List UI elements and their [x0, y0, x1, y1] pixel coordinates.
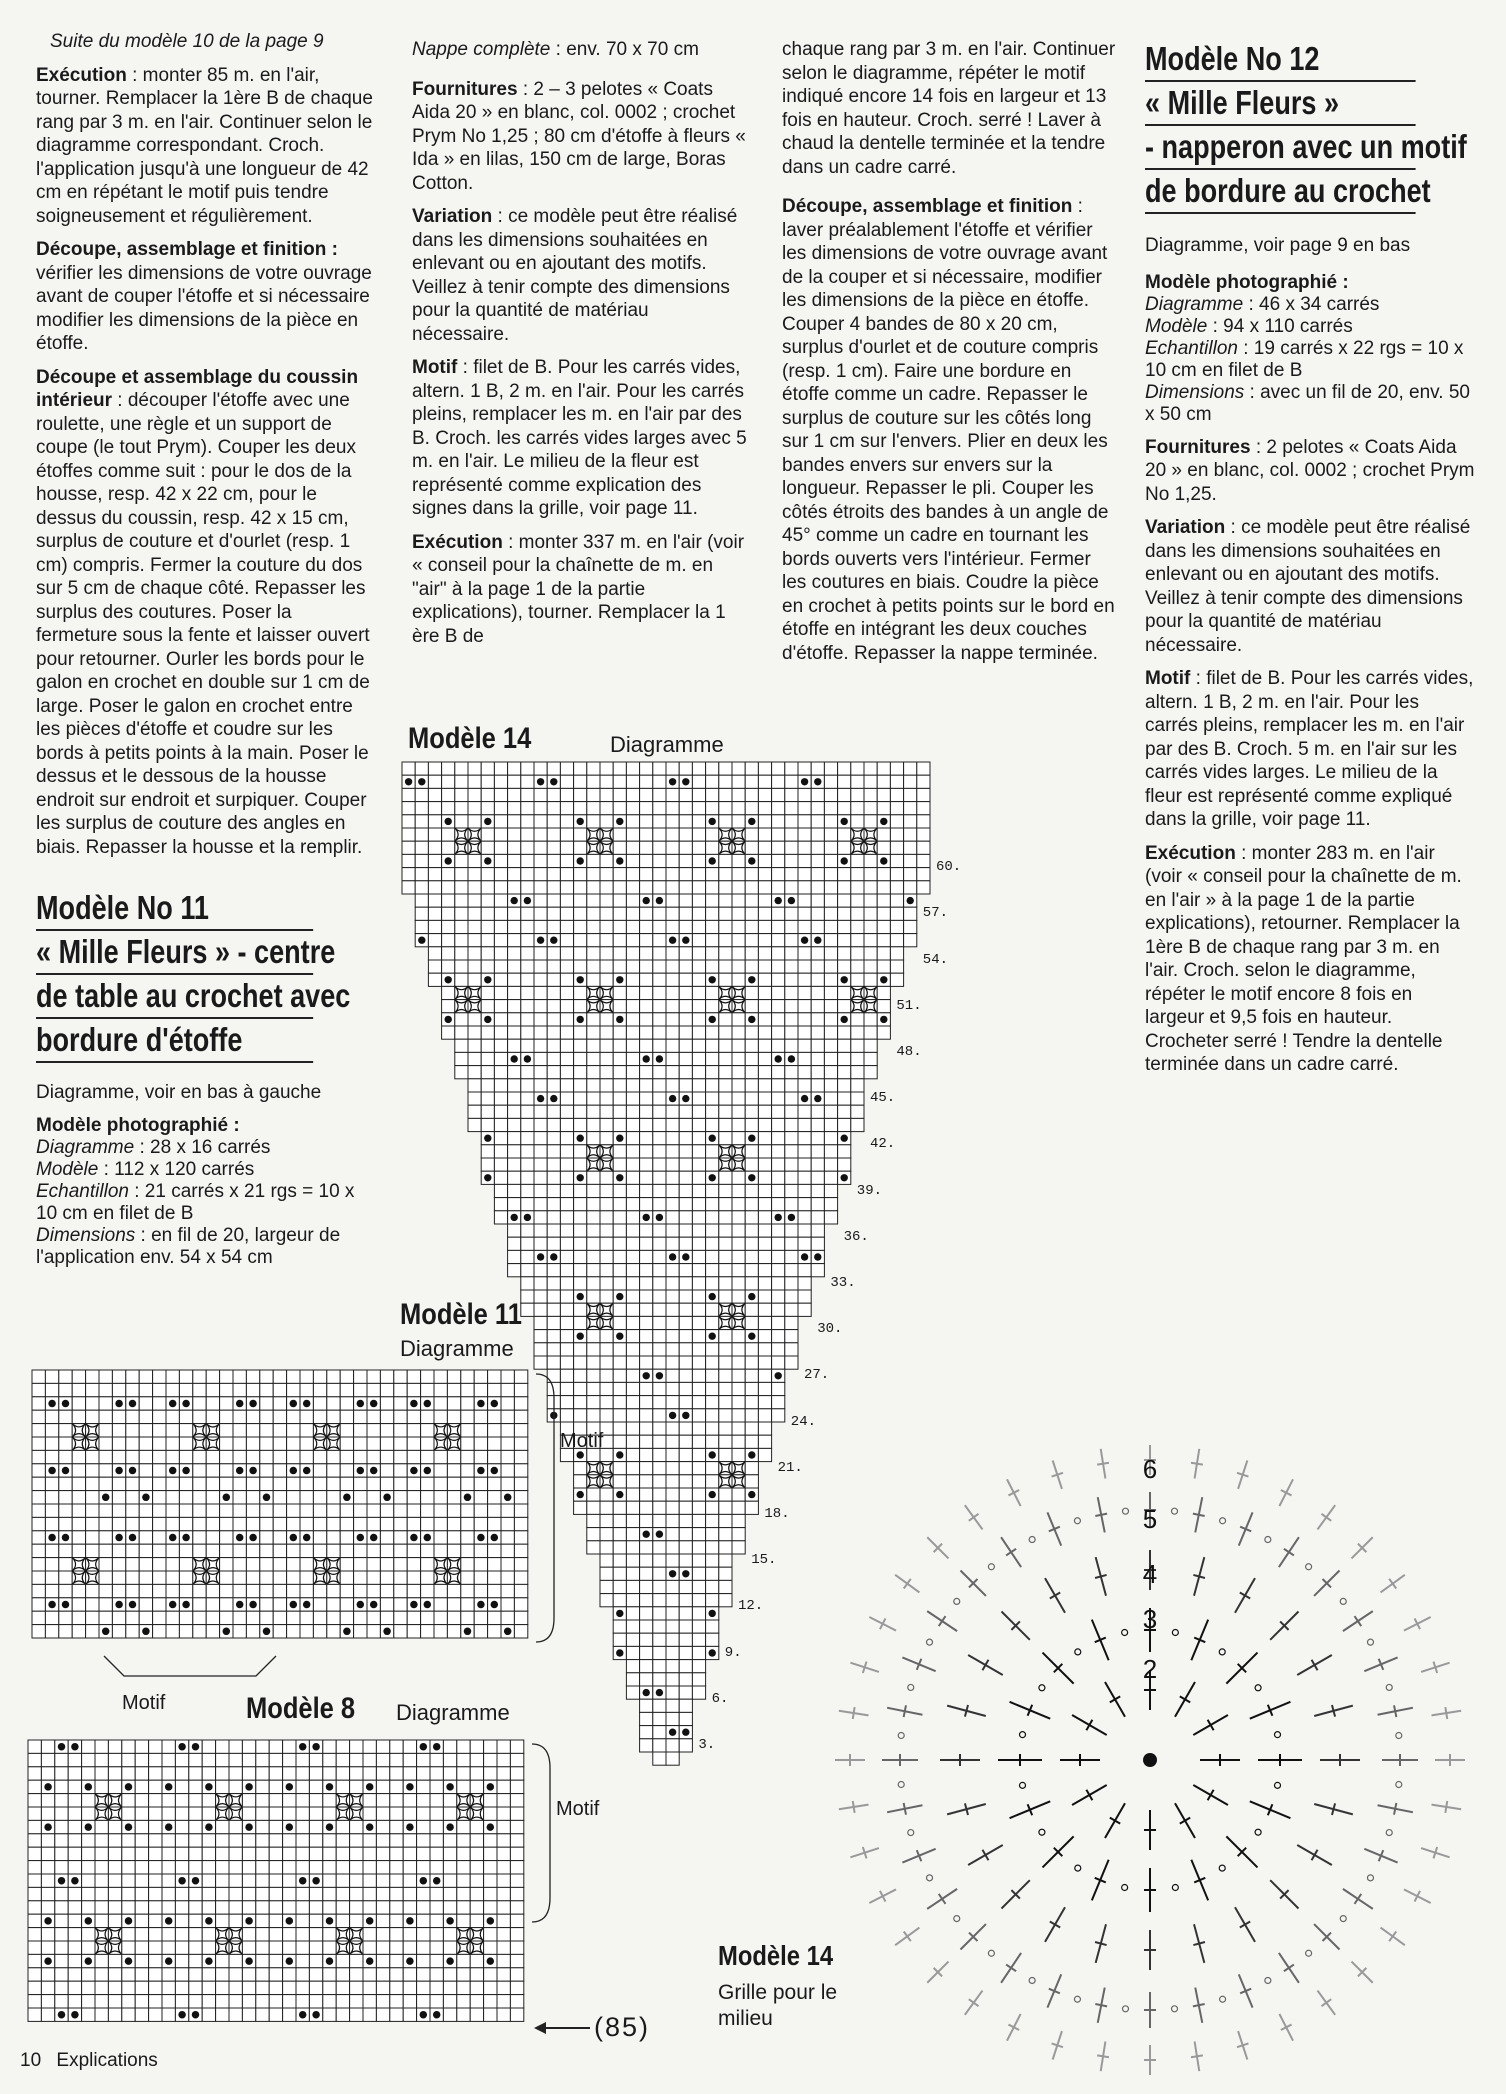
m12-diagram-ref: Diagramme, voir page 9 en bas: [1145, 235, 1411, 256]
m14-row-number: 36.: [843, 1228, 869, 1245]
m8-motif-side-bracket: [530, 1738, 570, 1938]
m14-row-number: 33.: [830, 1275, 856, 1291]
m14-row-number: 60.: [936, 859, 962, 876]
grid-cells: [32, 1370, 528, 1638]
m14-row-number: 21.: [777, 1459, 803, 1476]
section-name: Explications: [56, 2050, 158, 2071]
m14-row-number: 24.: [790, 1413, 817, 1430]
m8-arrow-icon: [532, 2018, 592, 2038]
m11-diagram-label: Modèle 11: [400, 1298, 522, 1331]
m12-variation: Variation : ce modèle peut être réalisé dans les dimensions souhaitées en enlevant ou en ajoutant des motifs. Veillez à tenir compte des dimensions pour la quantité de matériau nécessaire.: [1145, 517, 1471, 656]
m14-row-number: 9.: [724, 1644, 742, 1661]
column-4: [1145, 38, 1475, 1087]
m14-row-number: 15.: [751, 1552, 777, 1569]
m14-fournitures: Fournitures : 2 – 3 pelotes « Coats Aida 20 » en blanc, col. 0002 ; crochet Prym No 1,25 ; 80 cm d'étoffe à fleurs « Ida » en lilas, 150 cm de large, Boras Cotton.: [412, 78, 746, 194]
m8-diagram: [26, 1738, 546, 2028]
m11-diagram-ref: Diagramme, voir en bas à gauche: [36, 1082, 322, 1103]
center-chart-label: Modèle 14: [718, 1940, 834, 1971]
column-1: [36, 30, 374, 1279]
page-number: 10: [20, 2050, 42, 2071]
center-chart-sub: Grille pour le milieu: [718, 1981, 838, 2030]
center-stitch-chart: [830, 1440, 1470, 2080]
m8-motif-top-label: Motif: [122, 1692, 166, 1714]
m11-motif-label: Motif: [560, 1430, 604, 1452]
m11-photo: Modèle photographié : Diagramme : 28 x 16 carrés Modèle : 112 x 120 carrés Echantillon : 21 carrés x 21 rgs = 10 x 10 cm en filet de B Dimensions : en fil de 20, largeur de l'application env. 54 x 54 cm: [36, 1114, 355, 1268]
m14-execution: Exécution : monter 337 m. en l'air (voir « conseil pour la chaînette de m. en "air" à la page 1 de la partie explications), tourner. Remplacer la 1 ère B de: [412, 531, 745, 647]
m12-title: Modèle No 12 « Mille Fleurs » - napperon avec un motif de bordure au crochet: [1145, 38, 1416, 214]
m14-row-number: 48.: [896, 1044, 922, 1060]
m8-diagram-label: Modèle 8: [246, 1692, 356, 1725]
m14-row-number: 42.: [870, 1136, 896, 1153]
m14-row-number: 54.: [922, 951, 949, 968]
center-ring: [1143, 1753, 1157, 1767]
m14-diagram-label: Modèle 14: [408, 722, 532, 755]
round-number: 3: [1142, 1604, 1158, 1634]
m8-stitch-count: (85): [594, 2012, 651, 2042]
m8-motif-side-label: Motif: [556, 1798, 600, 1820]
m14-row-number: 57.: [922, 905, 949, 922]
round-number: 5: [1142, 1504, 1158, 1534]
m11-title: Modèle No 11 « Mille Fleurs » - centre de table au crochet avec bordure d'étoffe: [36, 887, 313, 1063]
m10-execution: Exécution : monter 85 m. en l'air, tourner. Remplacer la 1ère B de chaque rang par 3 m. en l'air. Continuer selon le diagramme correspondant. Croch. l'application jusqu'à une longueur de 42 cm en répétant le motif puis tendre soigneusement et régulièrement.: [36, 64, 373, 227]
intro-text: Suite du modèle 10 de la page 9: [50, 31, 324, 52]
round-number: 2: [1142, 1654, 1158, 1684]
m14-execution-cont: chaque rang par 3 m. en l'air. Continuer selon le diagramme, répéter le motif indiqué encore 14 fois en largeur et 13 fois en hauteur. Croch. serré ! Laver à chaud la dentelle terminée et la tendre dans un cadre carré.: [782, 39, 1116, 178]
column-2: [412, 38, 750, 658]
m12-execution: Exécution : monter 283 m. en l'air (voir « conseil pour la chaînette de m. en l'air » à la page 1 de la partie explications), retourner. Remplacer la 1ère B de chaque rang par 3 m. en l'air. Croch. selon le diagramme, répéter le motif encore 8 fois en largeur et 9,5 fois en hauteur. Crocheter serré ! Tendre la dentelle terminée dans un cadre carré.: [1145, 842, 1462, 1075]
nappe-complete: Nappe complète : env. 70 x 70 cm: [412, 39, 699, 60]
m14-row-number: 51.: [896, 997, 922, 1014]
m14-row-number: 45.: [870, 1090, 896, 1107]
grid-cells: [28, 1740, 524, 2021]
m12-fournitures: Fournitures : 2 pelotes « Coats Aida 20 » en blanc, col. 0002 ; crochet Prym No 1,25.: [1145, 436, 1475, 505]
m14-variation: Variation : ce modèle peut être réalisé dans les dimensions souhaitées en enlevant ou en ajoutant des motifs. Veillez à tenir compte des dimensions pour la quantité de matériau nécessaire.: [412, 206, 738, 345]
m12-photo: Modèle photographié : Diagramme : 46 x 34 carrés Modèle : 94 x 110 carrés Echantillon : 19 carrés x 22 rgs = 10 x 10 cm en filet de B Dimensions : avec un fil de 20, env. 50 x 50 cm: [1145, 271, 1470, 425]
m14-diagram-sub: Diagramme: [610, 732, 724, 757]
round-number: 6: [1142, 1454, 1158, 1484]
m14-row-number: 6.: [711, 1690, 729, 1707]
round-number: 4: [1142, 1559, 1158, 1589]
m14-row-number: 27.: [804, 1367, 830, 1384]
m8-motif-top-bracket: [100, 1652, 280, 1682]
m10-decoupe: Découpe, assemblage et finition : vérifier les dimensions de votre ouvrage avant de couper l'étoffe et si nécessaire modifier les dimensions de la pièce en étoffe.: [36, 239, 372, 354]
m11-diagram: [30, 1368, 550, 1648]
m14-row-number: 12.: [738, 1598, 764, 1615]
column-3: [782, 38, 1118, 675]
m14-row-number: 39.: [856, 1182, 883, 1199]
m11-diagram-sub: Diagramme: [400, 1336, 514, 1361]
m14-row-number: 30.: [817, 1321, 843, 1338]
m14-row-number: 3.: [698, 1737, 716, 1753]
m12-motif: Motif : filet de B. Pour les carrés vides, altern. 1 B, 2 m. en l'air. Pour les carrés pleins, remplacer les m. en l'air par des B. Croch. 5 m. en l'air sur les carrés vides larges. Le milieu de la fleur est représenté comme expliqué dans la grille, voir page 11.: [1145, 668, 1474, 830]
m10-coussin: Découpe et assemblage du coussin intérieur : découper l'étoffe avec une roulette, une règle et un support de coupe (le tout Prym). Couper les deux étoffes comme suit : pour le dos de la housse, resp. 42 x 22 cm, pour le dessus du coussin, resp. 42 x 15 cm, surplus de couture et d'ourlet (resp. 1 cm) compris. Fermer la couture du dos sur 5 cm de chaque côté. Repasser les surplus des coutures. Poser la fermeture sous la fente et laisser ouvert pour retourner. Ourler les bords pour le galon en crochet en double sur 1 cm de large. Poser le galon en crochet entre les pièces d'étoffe et coudre sur les bords à petits points à la main. Poser le dessus et le dessous de la housse endroit sur endroit et surpiquer. Couper les surplus de couture des angles en biais. Repasser la housse et la remplir.: [36, 366, 370, 858]
page-footer: [20, 2050, 158, 2072]
m11-motif-bracket: [534, 1368, 574, 1648]
m14-motif: Motif : filet de B. Pour les carrés vides, altern. 1 B, 2 m. en l'air. Pour les carrés pleins, remplacer les m. en l'air par des B. Croch. les carrés vides larges avec 5 m. en l'air. Le milieu de la fleur est représenté comme explication des signes dans la grille, voir page 11.: [412, 357, 747, 519]
m14-row-number: 18.: [764, 1506, 790, 1522]
m14-decoupe: Découpe, assemblage et finition : laver préalablement l'étoffe et vérifier les dimensions de votre ouvrage avant de la couper et si nécessaire, modifier les dimensions de la pièce en étoffe. Couper 4 bandes de 80 x 20 cm, surplus d'ourlet et de couture compris (resp. 1 cm). Faire une bordure en étoffe comme un cadre. Repasser le surplus de couture sur les côtés long sur 1 cm sur l'envers. Plier en deux les bandes envers sur envers sur la longueur. Repasser le pli. Couper les côtés étroits des bandes à un angle de 45° comme un cadre en tournant les bords ouverts vers l'intérieur. Fermer les coutures en biais. Coudre la pièce en crochet à petits points sur le bord en étoffe en intégrant les deux couches d'étoffe. Repasser la nappe terminée.: [782, 196, 1115, 664]
m8-diagram-sub: Diagramme: [396, 1700, 510, 1725]
